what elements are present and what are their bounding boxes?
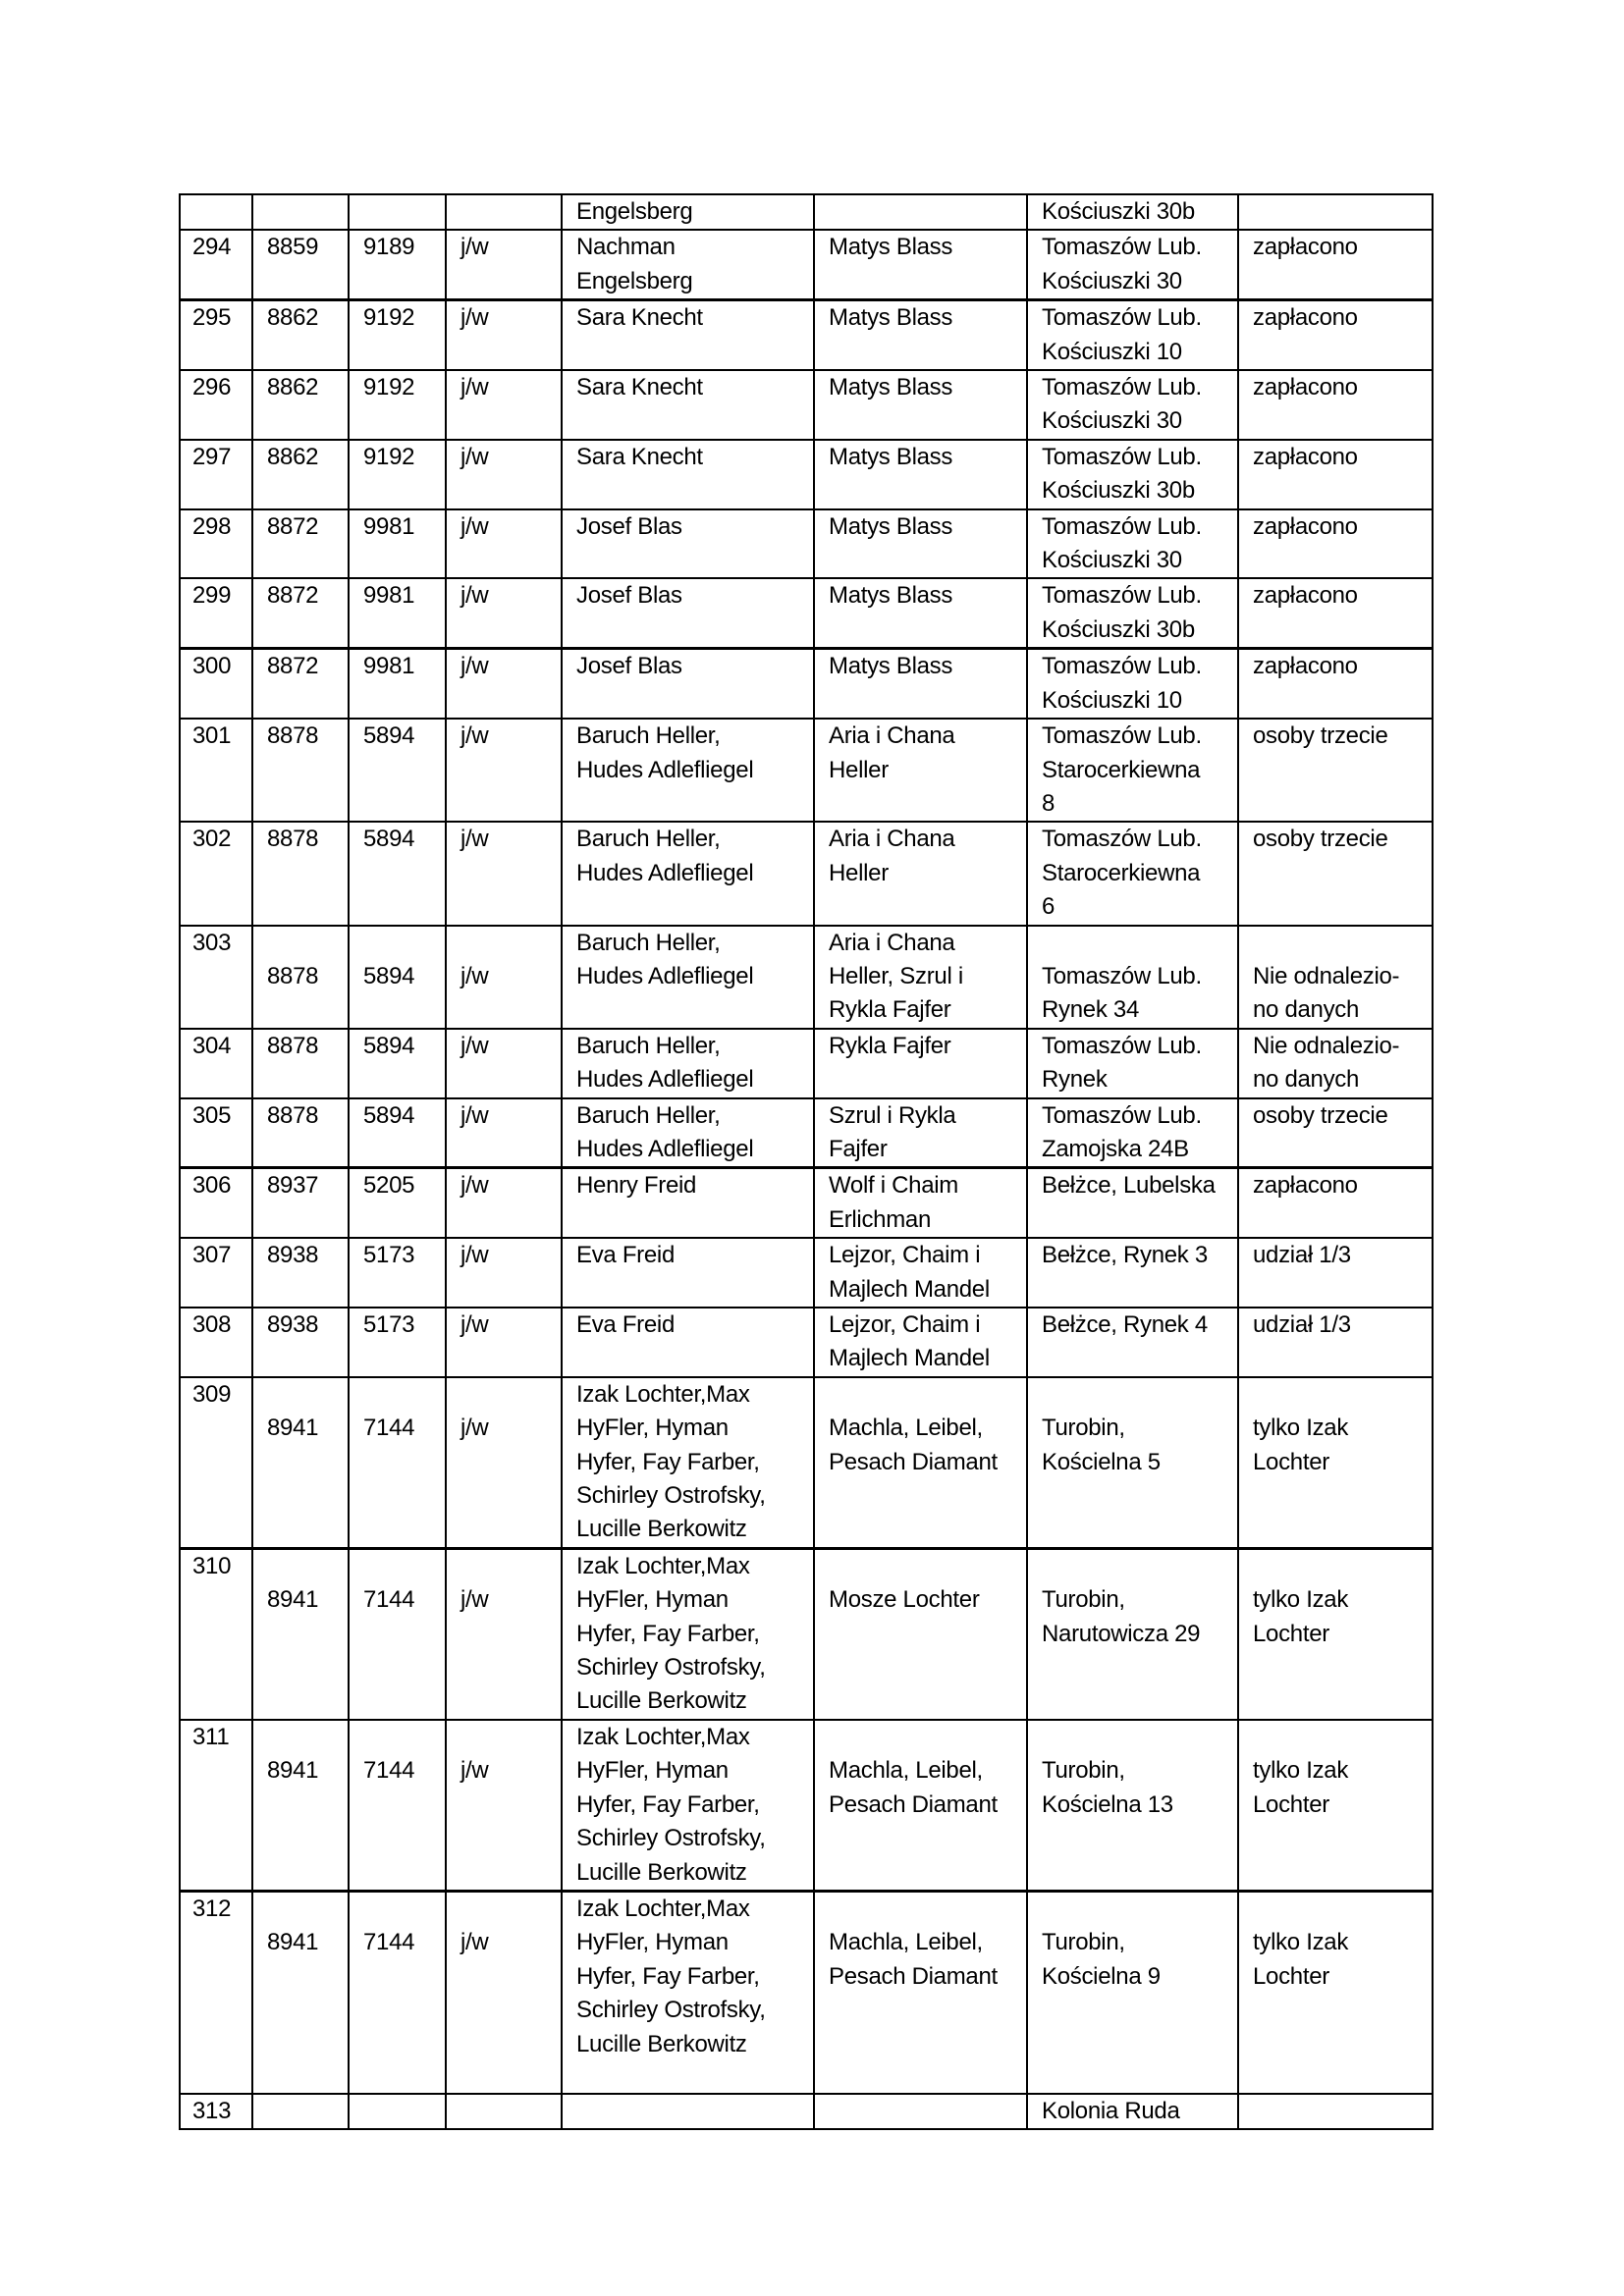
reference-number-cell: 5894 xyxy=(349,1098,446,1168)
former-owner-cell: Aria i Chana Heller xyxy=(814,822,1027,925)
former-owner-cell: Rykla Fajfer xyxy=(814,1029,1027,1098)
record-number-cell: 8941 xyxy=(252,1720,349,1892)
ditto-cell xyxy=(446,194,562,230)
record-number-cell: 8941 xyxy=(252,1377,349,1549)
entry-number-cell: 302 xyxy=(180,822,252,925)
address-cell: Tomaszów Lub. Starocerkiewna 6 xyxy=(1027,822,1238,925)
reference-number-cell: 9189 xyxy=(349,230,446,299)
ditto-cell: j/w xyxy=(446,926,562,1029)
reference-number-cell: 9192 xyxy=(349,370,446,440)
reference-number-cell: 9192 xyxy=(349,300,446,370)
former-owner-cell xyxy=(814,2094,1027,2129)
ditto-cell: j/w xyxy=(446,578,562,648)
owner-cell: Sara Knecht xyxy=(562,440,814,509)
entry-number-cell xyxy=(180,194,252,230)
status-cell: zapłacono xyxy=(1238,1168,1433,1238)
owner-cell: Josef Blas xyxy=(562,649,814,719)
former-owner-cell: Lejzor, Chaim i Majlech Mandel xyxy=(814,1238,1027,1308)
status-cell: Nie odnalezio- no danych xyxy=(1238,1029,1433,1098)
owner-cell xyxy=(562,2094,814,2129)
ditto-cell: j/w xyxy=(446,1098,562,1168)
record-number-cell xyxy=(252,2094,349,2129)
address-cell: Tomaszów Lub. Rynek 34 xyxy=(1027,926,1238,1029)
ditto-cell: j/w xyxy=(446,1308,562,1377)
table-row xyxy=(180,649,1433,719)
address-cell: Tomaszów Lub. Kościuszki 30 xyxy=(1027,230,1238,299)
status-cell: udział 1/3 xyxy=(1238,1238,1433,1308)
address-cell: Tomaszów Lub. Starocerkiewna 8 xyxy=(1027,719,1238,822)
reference-number-cell: 5894 xyxy=(349,926,446,1029)
address-cell: Bełżce, Lubelska xyxy=(1027,1168,1238,1238)
reference-number-cell: 7144 xyxy=(349,1720,446,1892)
reference-number-cell: 9981 xyxy=(349,649,446,719)
record-number-cell: 8878 xyxy=(252,926,349,1029)
reference-number-cell xyxy=(349,2094,446,2129)
entry-number-cell: 296 xyxy=(180,370,252,440)
former-owner-cell: Aria i Chana Heller xyxy=(814,719,1027,822)
reference-number-cell: 9192 xyxy=(349,440,446,509)
entry-number-cell: 311 xyxy=(180,1720,252,1892)
ditto-cell: j/w xyxy=(446,1377,562,1549)
former-owner-cell: Matys Blass xyxy=(814,440,1027,509)
former-owner-cell: Mosze Lochter xyxy=(814,1548,1027,1720)
reference-number-cell: 5173 xyxy=(349,1308,446,1377)
table-row xyxy=(180,1168,1433,1238)
table-row xyxy=(180,578,1433,648)
owner-cell: Engelsberg xyxy=(562,194,814,230)
status-cell: zapłacono xyxy=(1238,578,1433,648)
property-register-table xyxy=(179,193,1434,2130)
table-row xyxy=(180,230,1433,299)
table-row xyxy=(180,1891,1433,2093)
record-number-cell: 8941 xyxy=(252,1548,349,1720)
former-owner-cell: Matys Blass xyxy=(814,578,1027,648)
record-number-cell: 8938 xyxy=(252,1308,349,1377)
status-cell: tylko Izak Lochter xyxy=(1238,1548,1433,1720)
entry-number-cell: 300 xyxy=(180,649,252,719)
status-cell: Nie odnalezio- no danych xyxy=(1238,926,1433,1029)
table-row xyxy=(180,1548,1433,1720)
owner-cell: Nachman Engelsberg xyxy=(562,230,814,299)
owner-cell: Josef Blas xyxy=(562,509,814,579)
former-owner-cell: Machla, Leibel, Pesach Diamant xyxy=(814,1720,1027,1892)
table-row xyxy=(180,1308,1433,1377)
entry-number-cell: 312 xyxy=(180,1891,252,2093)
table-row xyxy=(180,1720,1433,1892)
address-cell: Turobin, Kościelna 5 xyxy=(1027,1377,1238,1549)
former-owner-cell: Lejzor, Chaim i Majlech Mandel xyxy=(814,1308,1027,1377)
entry-number-cell: 295 xyxy=(180,300,252,370)
record-number-cell: 8862 xyxy=(252,440,349,509)
reference-number-cell: 5205 xyxy=(349,1168,446,1238)
ditto-cell: j/w xyxy=(446,1720,562,1892)
former-owner-cell: Matys Blass xyxy=(814,370,1027,440)
ditto-cell: j/w xyxy=(446,1891,562,2093)
entry-number-cell: 310 xyxy=(180,1548,252,1720)
owner-cell: Henry Freid xyxy=(562,1168,814,1238)
record-number-cell: 8872 xyxy=(252,649,349,719)
owner-cell: Josef Blas xyxy=(562,578,814,648)
status-cell: zapłacono xyxy=(1238,300,1433,370)
owner-cell: Izak Lochter,Max HyFler, Hyman Hyfer, Fay Farber, Schirley Ostrofsky, Lucille Berkowitz xyxy=(562,1548,814,1720)
record-number-cell: 8872 xyxy=(252,578,349,648)
reference-number-cell: 9981 xyxy=(349,509,446,579)
owner-cell: Baruch Heller, Hudes Adlefliegel xyxy=(562,926,814,1029)
owner-cell: Izak Lochter,Max HyFler, Hyman Hyfer, Fay Farber, Schirley Ostrofsky, Lucille Berkowitz xyxy=(562,1891,814,2093)
address-cell: Tomaszów Lub. Kościuszki 30 xyxy=(1027,509,1238,579)
table-row xyxy=(180,926,1433,1029)
table-row xyxy=(180,509,1433,579)
address-cell: Kolonia Ruda xyxy=(1027,2094,1238,2129)
address-cell: Tomaszów Lub. Kościuszki 10 xyxy=(1027,300,1238,370)
table-row xyxy=(180,1377,1433,1549)
record-number-cell: 8878 xyxy=(252,1098,349,1168)
owner-cell: Baruch Heller, Hudes Adlefliegel xyxy=(562,719,814,822)
address-cell: Tomaszów Lub. Kościuszki 10 xyxy=(1027,649,1238,719)
address-cell: Tomaszów Lub. Kościuszki 30b xyxy=(1027,440,1238,509)
entry-number-cell: 299 xyxy=(180,578,252,648)
former-owner-cell: Szrul i Rykla Fajfer xyxy=(814,1098,1027,1168)
ditto-cell: j/w xyxy=(446,649,562,719)
former-owner-cell: Matys Blass xyxy=(814,300,1027,370)
reference-number-cell: 7144 xyxy=(349,1891,446,2093)
record-number-cell: 8941 xyxy=(252,1891,349,2093)
reference-number-cell: 5894 xyxy=(349,719,446,822)
entry-number-cell: 298 xyxy=(180,509,252,579)
ditto-cell: j/w xyxy=(446,1029,562,1098)
entry-number-cell: 313 xyxy=(180,2094,252,2129)
reference-number-cell: 7144 xyxy=(349,1377,446,1549)
record-number-cell: 8872 xyxy=(252,509,349,579)
address-cell: Turobin, Kościelna 9 xyxy=(1027,1891,1238,2093)
owner-cell: Sara Knecht xyxy=(562,300,814,370)
record-number-cell: 8878 xyxy=(252,719,349,822)
former-owner-cell: Matys Blass xyxy=(814,509,1027,579)
entry-number-cell: 308 xyxy=(180,1308,252,1377)
reference-number-cell: 5173 xyxy=(349,1238,446,1308)
entry-number-cell: 309 xyxy=(180,1377,252,1549)
owner-cell: Baruch Heller, Hudes Adlefliegel xyxy=(562,1098,814,1168)
reference-number-cell: 7144 xyxy=(349,1548,446,1720)
owner-cell: Izak Lochter,Max HyFler, Hyman Hyfer, Fay Farber, Schirley Ostrofsky, Lucille Berkowitz xyxy=(562,1720,814,1892)
owner-cell: Eva Freid xyxy=(562,1238,814,1308)
entry-number-cell: 297 xyxy=(180,440,252,509)
reference-number-cell xyxy=(349,194,446,230)
address-cell: Kościuszki 30b xyxy=(1027,194,1238,230)
reference-number-cell: 5894 xyxy=(349,1029,446,1098)
status-cell xyxy=(1238,194,1433,230)
table-row xyxy=(180,2094,1433,2129)
record-number-cell: 8938 xyxy=(252,1238,349,1308)
owner-cell: Izak Lochter,Max HyFler, Hyman Hyfer, Fay Farber, Schirley Ostrofsky, Lucille Berkowitz xyxy=(562,1377,814,1549)
ditto-cell: j/w xyxy=(446,1548,562,1720)
entry-number-cell: 307 xyxy=(180,1238,252,1308)
address-cell: Turobin, Kościelna 13 xyxy=(1027,1720,1238,1892)
address-cell: Bełżce, Rynek 4 xyxy=(1027,1308,1238,1377)
status-cell: zapłacono xyxy=(1238,509,1433,579)
table-row xyxy=(180,300,1433,370)
entry-number-cell: 304 xyxy=(180,1029,252,1098)
former-owner-cell: Machla, Leibel, Pesach Diamant xyxy=(814,1377,1027,1549)
status-cell: tylko Izak Lochter xyxy=(1238,1720,1433,1892)
record-number-cell: 8859 xyxy=(252,230,349,299)
table-row xyxy=(180,370,1433,440)
reference-number-cell: 9981 xyxy=(349,578,446,648)
ditto-cell: j/w xyxy=(446,1168,562,1238)
ditto-cell: j/w xyxy=(446,1238,562,1308)
former-owner-cell: Matys Blass xyxy=(814,230,1027,299)
ditto-cell xyxy=(446,2094,562,2129)
entry-number-cell: 305 xyxy=(180,1098,252,1168)
ditto-cell: j/w xyxy=(446,440,562,509)
record-number-cell: 8862 xyxy=(252,370,349,440)
entry-number-cell: 306 xyxy=(180,1168,252,1238)
ditto-cell: j/w xyxy=(446,300,562,370)
former-owner-cell: Machla, Leibel, Pesach Diamant xyxy=(814,1891,1027,2093)
reference-number-cell: 5894 xyxy=(349,822,446,925)
status-cell: zapłacono xyxy=(1238,230,1433,299)
status-cell: zapłacono xyxy=(1238,440,1433,509)
address-cell: Tomaszów Lub. Zamojska 24B xyxy=(1027,1098,1238,1168)
owner-cell: Eva Freid xyxy=(562,1308,814,1377)
table-row xyxy=(180,1238,1433,1308)
ditto-cell: j/w xyxy=(446,230,562,299)
entry-number-cell: 294 xyxy=(180,230,252,299)
ditto-cell: j/w xyxy=(446,822,562,925)
address-cell: Bełżce, Rynek 3 xyxy=(1027,1238,1238,1308)
record-number-cell: 8878 xyxy=(252,1029,349,1098)
record-number-cell xyxy=(252,194,349,230)
status-cell: udział 1/3 xyxy=(1238,1308,1433,1377)
address-cell: Tomaszów Lub. Kościuszki 30b xyxy=(1027,578,1238,648)
status-cell: osoby trzecie xyxy=(1238,822,1433,925)
status-cell xyxy=(1238,2094,1433,2129)
status-cell: osoby trzecie xyxy=(1238,719,1433,822)
status-cell: zapłacono xyxy=(1238,649,1433,719)
entry-number-cell: 301 xyxy=(180,719,252,822)
table-row xyxy=(180,194,1433,230)
status-cell: tylko Izak Lochter xyxy=(1238,1377,1433,1549)
table-row xyxy=(180,440,1433,509)
former-owner-cell: Wolf i Chaim Erlichman xyxy=(814,1168,1027,1238)
record-number-cell: 8862 xyxy=(252,300,349,370)
address-cell: Turobin, Narutowicza 29 xyxy=(1027,1548,1238,1720)
address-cell: Tomaszów Lub. Kościuszki 30 xyxy=(1027,370,1238,440)
status-cell: tylko Izak Lochter xyxy=(1238,1891,1433,2093)
ditto-cell: j/w xyxy=(446,370,562,440)
status-cell: zapłacono xyxy=(1238,370,1433,440)
status-cell: osoby trzecie xyxy=(1238,1098,1433,1168)
entry-number-cell: 303 xyxy=(180,926,252,1029)
ditto-cell: j/w xyxy=(446,509,562,579)
owner-cell: Baruch Heller, Hudes Adlefliegel xyxy=(562,822,814,925)
table-row xyxy=(180,1029,1433,1098)
owner-cell: Sara Knecht xyxy=(562,370,814,440)
ditto-cell: j/w xyxy=(446,719,562,822)
table-row xyxy=(180,822,1433,925)
table-body xyxy=(180,194,1433,2129)
former-owner-cell: Aria i Chana Heller, Szrul i Rykla Fajfer xyxy=(814,926,1027,1029)
record-number-cell: 8937 xyxy=(252,1168,349,1238)
owner-cell: Baruch Heller, Hudes Adlefliegel xyxy=(562,1029,814,1098)
address-cell: Tomaszów Lub. Rynek xyxy=(1027,1029,1238,1098)
record-number-cell: 8878 xyxy=(252,822,349,925)
table-row xyxy=(180,1098,1433,1168)
former-owner-cell xyxy=(814,194,1027,230)
former-owner-cell: Matys Blass xyxy=(814,649,1027,719)
table-row xyxy=(180,719,1433,822)
